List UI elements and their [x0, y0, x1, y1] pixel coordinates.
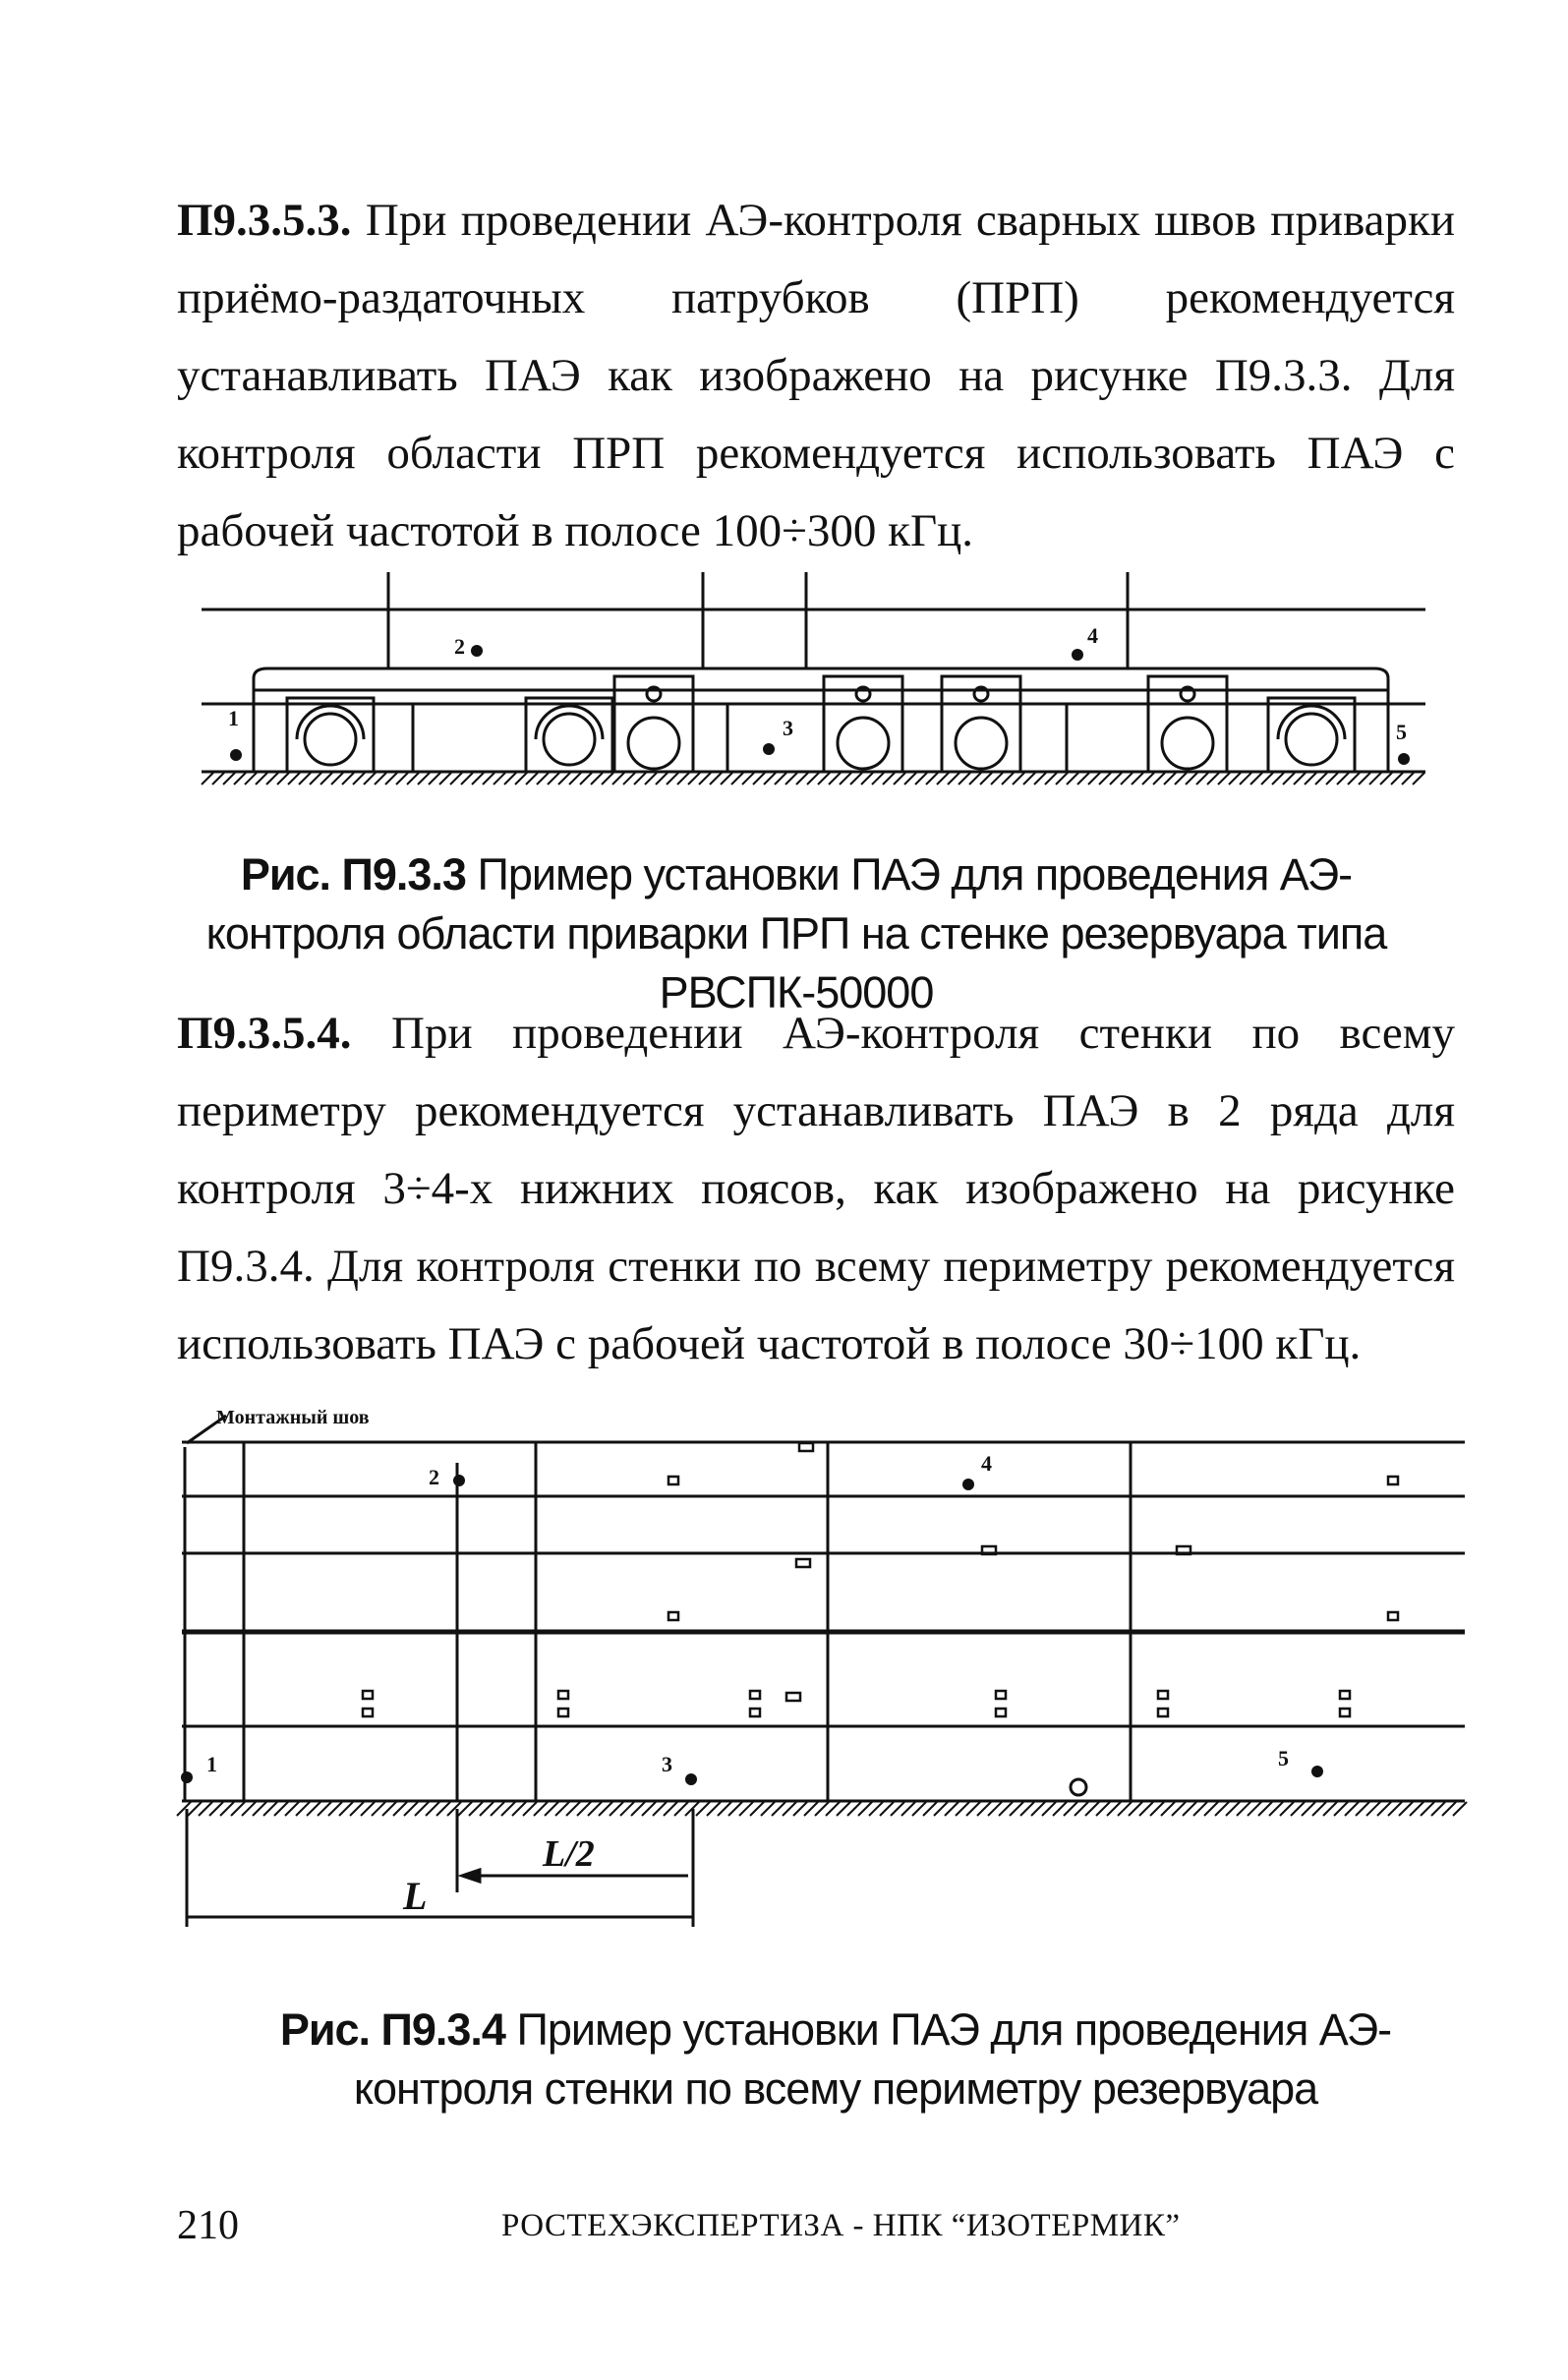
- section-number: П9.3.5.4.: [177, 1008, 352, 1059]
- ground-hatch: [296, 1802, 310, 1816]
- ground-hatch: [361, 1802, 375, 1816]
- ground-hatch: [642, 1802, 656, 1816]
- ground-hatch: [220, 1802, 234, 1816]
- ground-hatch: [1356, 1802, 1369, 1816]
- ground-hatch: [483, 773, 494, 784]
- ground-hatch: [901, 1802, 915, 1816]
- publisher-footer: РОСТЕХЭКСПЕРТИЗА - НПК “ИЗОТЕРМИК”: [501, 2208, 1181, 2243]
- ground-hatch: [599, 1802, 612, 1816]
- ground-hatch: [339, 1802, 353, 1816]
- caption-number: Рис. П9.3.4: [279, 2004, 505, 2055]
- ground-hatch: [202, 773, 213, 784]
- ground-hatch: [926, 773, 938, 784]
- ground-hatch: [915, 773, 927, 784]
- ground-hatch: [610, 1802, 623, 1816]
- ground-hatch: [418, 773, 430, 784]
- ground-hatch: [1067, 773, 1078, 784]
- ground-hatch: [1161, 1802, 1175, 1816]
- ground-hatch: [1421, 1802, 1434, 1816]
- ground-hatch: [364, 773, 376, 784]
- caption-number: Рис. П9.3.3: [240, 849, 466, 900]
- section-text: При проведении АЭ-контроля сварных швов приварки приёмо-раздаточных патрубков (ПРП) рекомендуется устанавливать ПАЭ как изображено на рисунке П9.3.3. Для контроля области ПРП рекомендуется использовать ПАЭ с рабочей частотой в полосе 100÷300 кГц.: [177, 195, 1455, 556]
- ground-hatch: [793, 1802, 807, 1816]
- ground-hatch: [223, 773, 235, 784]
- sensor-label-5: 5: [1396, 720, 1407, 744]
- ground-hatch: [761, 1802, 775, 1816]
- sensor-label-2: 2: [429, 1465, 439, 1489]
- ground-hatch: [1272, 773, 1284, 784]
- ground-hatch: [1002, 773, 1014, 784]
- ground-hatch: [826, 1802, 840, 1816]
- ground-hatch: [623, 773, 635, 784]
- ground-hatch: [426, 1802, 439, 1816]
- ground-hatch: [447, 1802, 461, 1816]
- ground-hatch: [1291, 1802, 1305, 1816]
- dimension-l: L: [403, 1874, 428, 1918]
- ground-hatch: [1359, 773, 1370, 784]
- ground-hatch: [1261, 773, 1273, 784]
- ground-hatch: [1250, 773, 1262, 784]
- ground-hatch: [375, 773, 386, 784]
- ground-hatch: [829, 773, 841, 784]
- ground-hatch: [912, 1802, 926, 1816]
- ground-hatch: [212, 773, 224, 784]
- ground-hatch: [577, 1802, 591, 1816]
- ground-hatch: [1323, 1802, 1337, 1816]
- ground-hatch: [393, 1802, 407, 1816]
- ground-hatch: [634, 773, 646, 784]
- ground-hatch: [523, 1802, 537, 1816]
- ground-hatch: [1118, 1802, 1132, 1816]
- ground-hatch: [840, 773, 851, 784]
- ground-hatch: [1053, 1802, 1067, 1816]
- ground-hatch: [537, 773, 549, 784]
- ground-hatch: [1153, 773, 1165, 784]
- ground-hatch: [1337, 773, 1349, 784]
- ground-hatch: [396, 773, 408, 784]
- ground-hatch: [977, 1802, 991, 1816]
- ground-hatch: [555, 1802, 569, 1816]
- ground-hatch: [891, 1802, 904, 1816]
- ground-hatch: [342, 773, 354, 784]
- ground-hatch: [739, 1802, 753, 1816]
- ground-hatch: [450, 773, 462, 784]
- ground-hatch: [1369, 773, 1381, 784]
- ground-hatch: [472, 773, 484, 784]
- ground-hatch: [710, 773, 722, 784]
- ground-hatch: [328, 1802, 342, 1816]
- ground-hatch: [904, 773, 916, 784]
- ground-hatch: [331, 773, 343, 784]
- ground-hatch: [458, 1802, 472, 1816]
- ground-hatch: [728, 1802, 742, 1816]
- ground-hatch: [988, 1802, 1002, 1816]
- ground-hatch: [837, 1802, 850, 1816]
- ground-hatch: [1442, 1802, 1456, 1816]
- ground-hatch: [515, 773, 527, 784]
- section-text: При проведении АЭ-контроля стенки по всему периметру рекомендуется устанавливать ПАЭ в 2 ряда для контроля 3÷4-х нижних поясов, как изображено на рисунке П9.3.4. Для контроля стенки по всему периметру рекомендуется использовать ПАЭ с рабочей частотой в полосе 30÷100 кГц.: [177, 1008, 1456, 1369]
- ground-hatch: [796, 773, 808, 784]
- ground-hatch: [1023, 773, 1035, 784]
- ground-hatch: [494, 773, 505, 784]
- ground-hatch: [1064, 1802, 1077, 1816]
- ground-hatch: [1334, 1802, 1348, 1816]
- ground-hatch: [285, 1802, 299, 1816]
- ground-hatch: [1183, 1802, 1196, 1816]
- ground-hatch: [1413, 773, 1424, 784]
- ground-hatch: [620, 1802, 634, 1816]
- ground-hatch: [1056, 773, 1068, 784]
- ground-hatch: [480, 1802, 494, 1816]
- ground-hatch: [707, 1802, 721, 1816]
- ground-hatch: [1315, 773, 1327, 784]
- ground-hatch: [1121, 773, 1132, 784]
- ground-hatch: [263, 1802, 277, 1816]
- ground-hatch: [245, 773, 257, 784]
- ground-hatch: [631, 1802, 645, 1816]
- ground-hatch: [1010, 1802, 1023, 1816]
- ground-hatch: [923, 1802, 937, 1816]
- ground-hatch: [807, 773, 819, 784]
- ground-hatch: [591, 773, 603, 784]
- ground-hatch: [429, 773, 440, 784]
- ground-hatch: [307, 1802, 320, 1816]
- sensor-label-1: 1: [228, 706, 239, 730]
- ground-hatch: [1258, 1802, 1272, 1816]
- ground-hatch: [818, 773, 830, 784]
- ground-hatch: [1172, 1802, 1186, 1816]
- ground-hatch: [1139, 1802, 1153, 1816]
- ground-hatch: [1215, 1802, 1229, 1816]
- ground-hatch: [1326, 773, 1338, 784]
- ground-hatch: [861, 773, 873, 784]
- section-9-3-5-4: [177, 995, 1455, 1383]
- ground-hatch: [1042, 1802, 1056, 1816]
- ground-hatch: [753, 773, 765, 784]
- ground-hatch: [742, 773, 754, 784]
- ground-hatch: [894, 773, 905, 784]
- ground-hatch: [1269, 1802, 1283, 1816]
- ground-hatch: [545, 1802, 558, 1816]
- ground-hatch: [407, 773, 419, 784]
- caption-text: Пример установки ПАЭ для проведения АЭ-контроля стенки по всему периметру резервуара: [353, 2004, 1392, 2114]
- ground-hatch: [231, 1802, 245, 1816]
- ground-hatch: [847, 1802, 861, 1816]
- ground-hatch: [1013, 773, 1024, 784]
- ground-hatch: [991, 773, 1003, 784]
- ground-hatch: [1129, 1802, 1142, 1816]
- sensor-label-5: 5: [1278, 1746, 1289, 1770]
- ground-hatch: [775, 773, 786, 784]
- ground-hatch: [934, 1802, 948, 1816]
- ground-hatch: [1077, 773, 1089, 784]
- dimension-l-half: L/2: [543, 1833, 595, 1875]
- ground-hatch: [1380, 773, 1392, 784]
- ground-hatch: [350, 1802, 364, 1816]
- ground-hatch: [299, 773, 311, 784]
- ground-hatch: [274, 1802, 288, 1816]
- ground-hatch: [461, 773, 473, 784]
- ground-hatch: [731, 773, 743, 784]
- sensor-label-3: 3: [662, 1752, 672, 1776]
- ground-hatch: [688, 773, 700, 784]
- ground-hatch: [318, 1802, 331, 1816]
- weld-label: Монтажный шов: [216, 1407, 370, 1428]
- ground-hatch: [253, 1802, 266, 1816]
- ground-hatch: [1391, 773, 1403, 784]
- ground-hatch: [718, 1802, 731, 1816]
- ground-hatch: [1031, 1802, 1045, 1816]
- ground-hatch: [1226, 1802, 1240, 1816]
- ground-hatch: [685, 1802, 699, 1816]
- ground-hatch: [1312, 1802, 1326, 1816]
- ground-hatch: [534, 1802, 548, 1816]
- ground-hatch: [256, 773, 267, 784]
- caption-text: Пример установки ПАЭ для проведения АЭ-контроля области приварки ПРП на стенке резервуара типа РВСПК-50000: [205, 849, 1387, 1017]
- section-number: П9.3.5.3.: [177, 195, 352, 246]
- ground-hatch: [310, 773, 321, 784]
- ground-hatch: [980, 773, 992, 784]
- ground-hatch: [234, 773, 246, 784]
- ground-hatch: [664, 1802, 677, 1816]
- ground-hatch: [548, 773, 559, 784]
- ground-hatch: [1302, 1802, 1315, 1816]
- ground-hatch: [1142, 773, 1154, 784]
- ground-hatch: [415, 1802, 429, 1816]
- ground-hatch: [580, 773, 592, 784]
- ground-hatch: [858, 1802, 872, 1816]
- ground-hatch: [872, 773, 884, 784]
- ground-hatch: [880, 1802, 894, 1816]
- ground-hatch: [783, 1802, 796, 1816]
- ground-hatch: [491, 1802, 504, 1816]
- ground-hatch: [958, 773, 970, 784]
- ground-hatch: [1074, 1802, 1088, 1816]
- ground-hatch: [1085, 1802, 1099, 1816]
- ground-hatch: [1377, 1802, 1391, 1816]
- ground-hatch: [1164, 773, 1176, 784]
- ground-hatch: [850, 773, 862, 784]
- ground-hatch: [1196, 773, 1208, 784]
- ground-hatch: [1207, 773, 1219, 784]
- ground-hatch: [1218, 773, 1230, 784]
- ground-hatch: [1020, 1802, 1034, 1816]
- ground-hatch: [653, 1802, 667, 1816]
- ground-hatch: [750, 1802, 764, 1816]
- ground-hatch: [504, 773, 516, 784]
- ground-hatch: [1045, 773, 1057, 784]
- ground-hatch: [1193, 1802, 1207, 1816]
- ground-hatch: [1453, 1802, 1467, 1816]
- ground-hatch: [699, 773, 711, 784]
- ground-hatch: [188, 1802, 202, 1816]
- ground-hatch: [526, 773, 538, 784]
- ground-hatch: [869, 1802, 883, 1816]
- ground-hatch: [1110, 773, 1122, 784]
- ground-hatch: [945, 1802, 958, 1816]
- sensor-label-3: 3: [783, 716, 793, 740]
- ground-hatch: [1348, 773, 1360, 784]
- ground-hatch: [1388, 1802, 1402, 1816]
- ground-hatch: [569, 773, 581, 784]
- ground-hatch: [1229, 773, 1241, 784]
- ground-hatch: [1034, 773, 1046, 784]
- ground-hatch: [645, 773, 657, 784]
- ground-hatch: [385, 773, 397, 784]
- ground-hatch: [656, 773, 668, 784]
- ground-hatch: [588, 1802, 602, 1816]
- ground-hatch: [721, 773, 732, 784]
- ground-hatch: [804, 1802, 818, 1816]
- ground-hatch: [266, 773, 278, 784]
- ground-hatch: [785, 773, 797, 784]
- sensor-label-4: 4: [1087, 623, 1098, 648]
- ground-hatch: [1399, 1802, 1413, 1816]
- ground-hatch: [436, 1802, 450, 1816]
- ground-hatch: [1280, 1802, 1294, 1816]
- ground-hatch: [1096, 1802, 1110, 1816]
- ground-hatch: [404, 1802, 418, 1816]
- ground-hatch: [674, 1802, 688, 1816]
- ground-hatch: [602, 773, 613, 784]
- ground-hatch: [999, 1802, 1013, 1816]
- sensor-label-1: 1: [206, 1752, 217, 1776]
- ground-hatch: [469, 1802, 483, 1816]
- ground-hatch: [177, 1802, 191, 1816]
- ground-hatch: [566, 1802, 580, 1816]
- ground-hatch: [1283, 773, 1295, 784]
- ground-hatch: [277, 773, 289, 784]
- ground-hatch: [382, 1802, 396, 1816]
- ground-hatch: [1248, 1802, 1261, 1816]
- ground-hatch: [883, 773, 895, 784]
- ground-hatch: [1294, 773, 1306, 784]
- ground-hatch: [966, 1802, 980, 1816]
- ground-hatch: [1410, 1802, 1423, 1816]
- ground-hatch: [439, 773, 451, 784]
- ground-hatch: [1150, 1802, 1164, 1816]
- ground-hatch: [956, 1802, 969, 1816]
- ground-hatch: [1204, 1802, 1218, 1816]
- ground-hatch: [501, 1802, 515, 1816]
- ground-hatch: [199, 1802, 212, 1816]
- ground-hatch: [969, 773, 981, 784]
- ground-hatch: [1175, 773, 1187, 784]
- ground-hatch: [1237, 1802, 1250, 1816]
- ground-hatch: [677, 773, 689, 784]
- ground-hatch: [209, 1802, 223, 1816]
- ground-hatch: [937, 773, 949, 784]
- page-number: 210: [177, 2203, 239, 2248]
- ground-hatch: [512, 1802, 526, 1816]
- ground-hatch: [1099, 773, 1111, 784]
- ground-hatch: [242, 1802, 256, 1816]
- ground-hatch: [353, 773, 365, 784]
- ground-hatch: [815, 1802, 829, 1816]
- ground-hatch: [1366, 1802, 1380, 1816]
- ground-hatch: [320, 773, 332, 784]
- ground-hatch: [1107, 1802, 1121, 1816]
- sensor-label-4: 4: [981, 1451, 992, 1476]
- figure-caption-p9-3-4: [216, 2001, 1455, 2119]
- ground-hatch: [1305, 773, 1316, 784]
- section-9-3-5-3: [177, 182, 1455, 570]
- ground-hatch: [1088, 773, 1100, 784]
- ground-hatch: [1402, 773, 1414, 784]
- ground-hatch: [948, 773, 959, 784]
- ground-hatch: [288, 773, 300, 784]
- ground-hatch: [667, 773, 678, 784]
- ground-hatch: [372, 1802, 385, 1816]
- ground-hatch: [1186, 773, 1197, 784]
- ground-hatch: [612, 773, 624, 784]
- ground-hatch: [764, 773, 776, 784]
- ground-hatch: [772, 1802, 785, 1816]
- ground-hatch: [696, 1802, 710, 1816]
- sensor-label-2: 2: [454, 634, 465, 659]
- ground-hatch: [1132, 773, 1143, 784]
- ground-hatch: [1345, 1802, 1359, 1816]
- ground-hatch: [1240, 773, 1251, 784]
- ground-hatch: [558, 773, 570, 784]
- ground-hatch: [1431, 1802, 1445, 1816]
